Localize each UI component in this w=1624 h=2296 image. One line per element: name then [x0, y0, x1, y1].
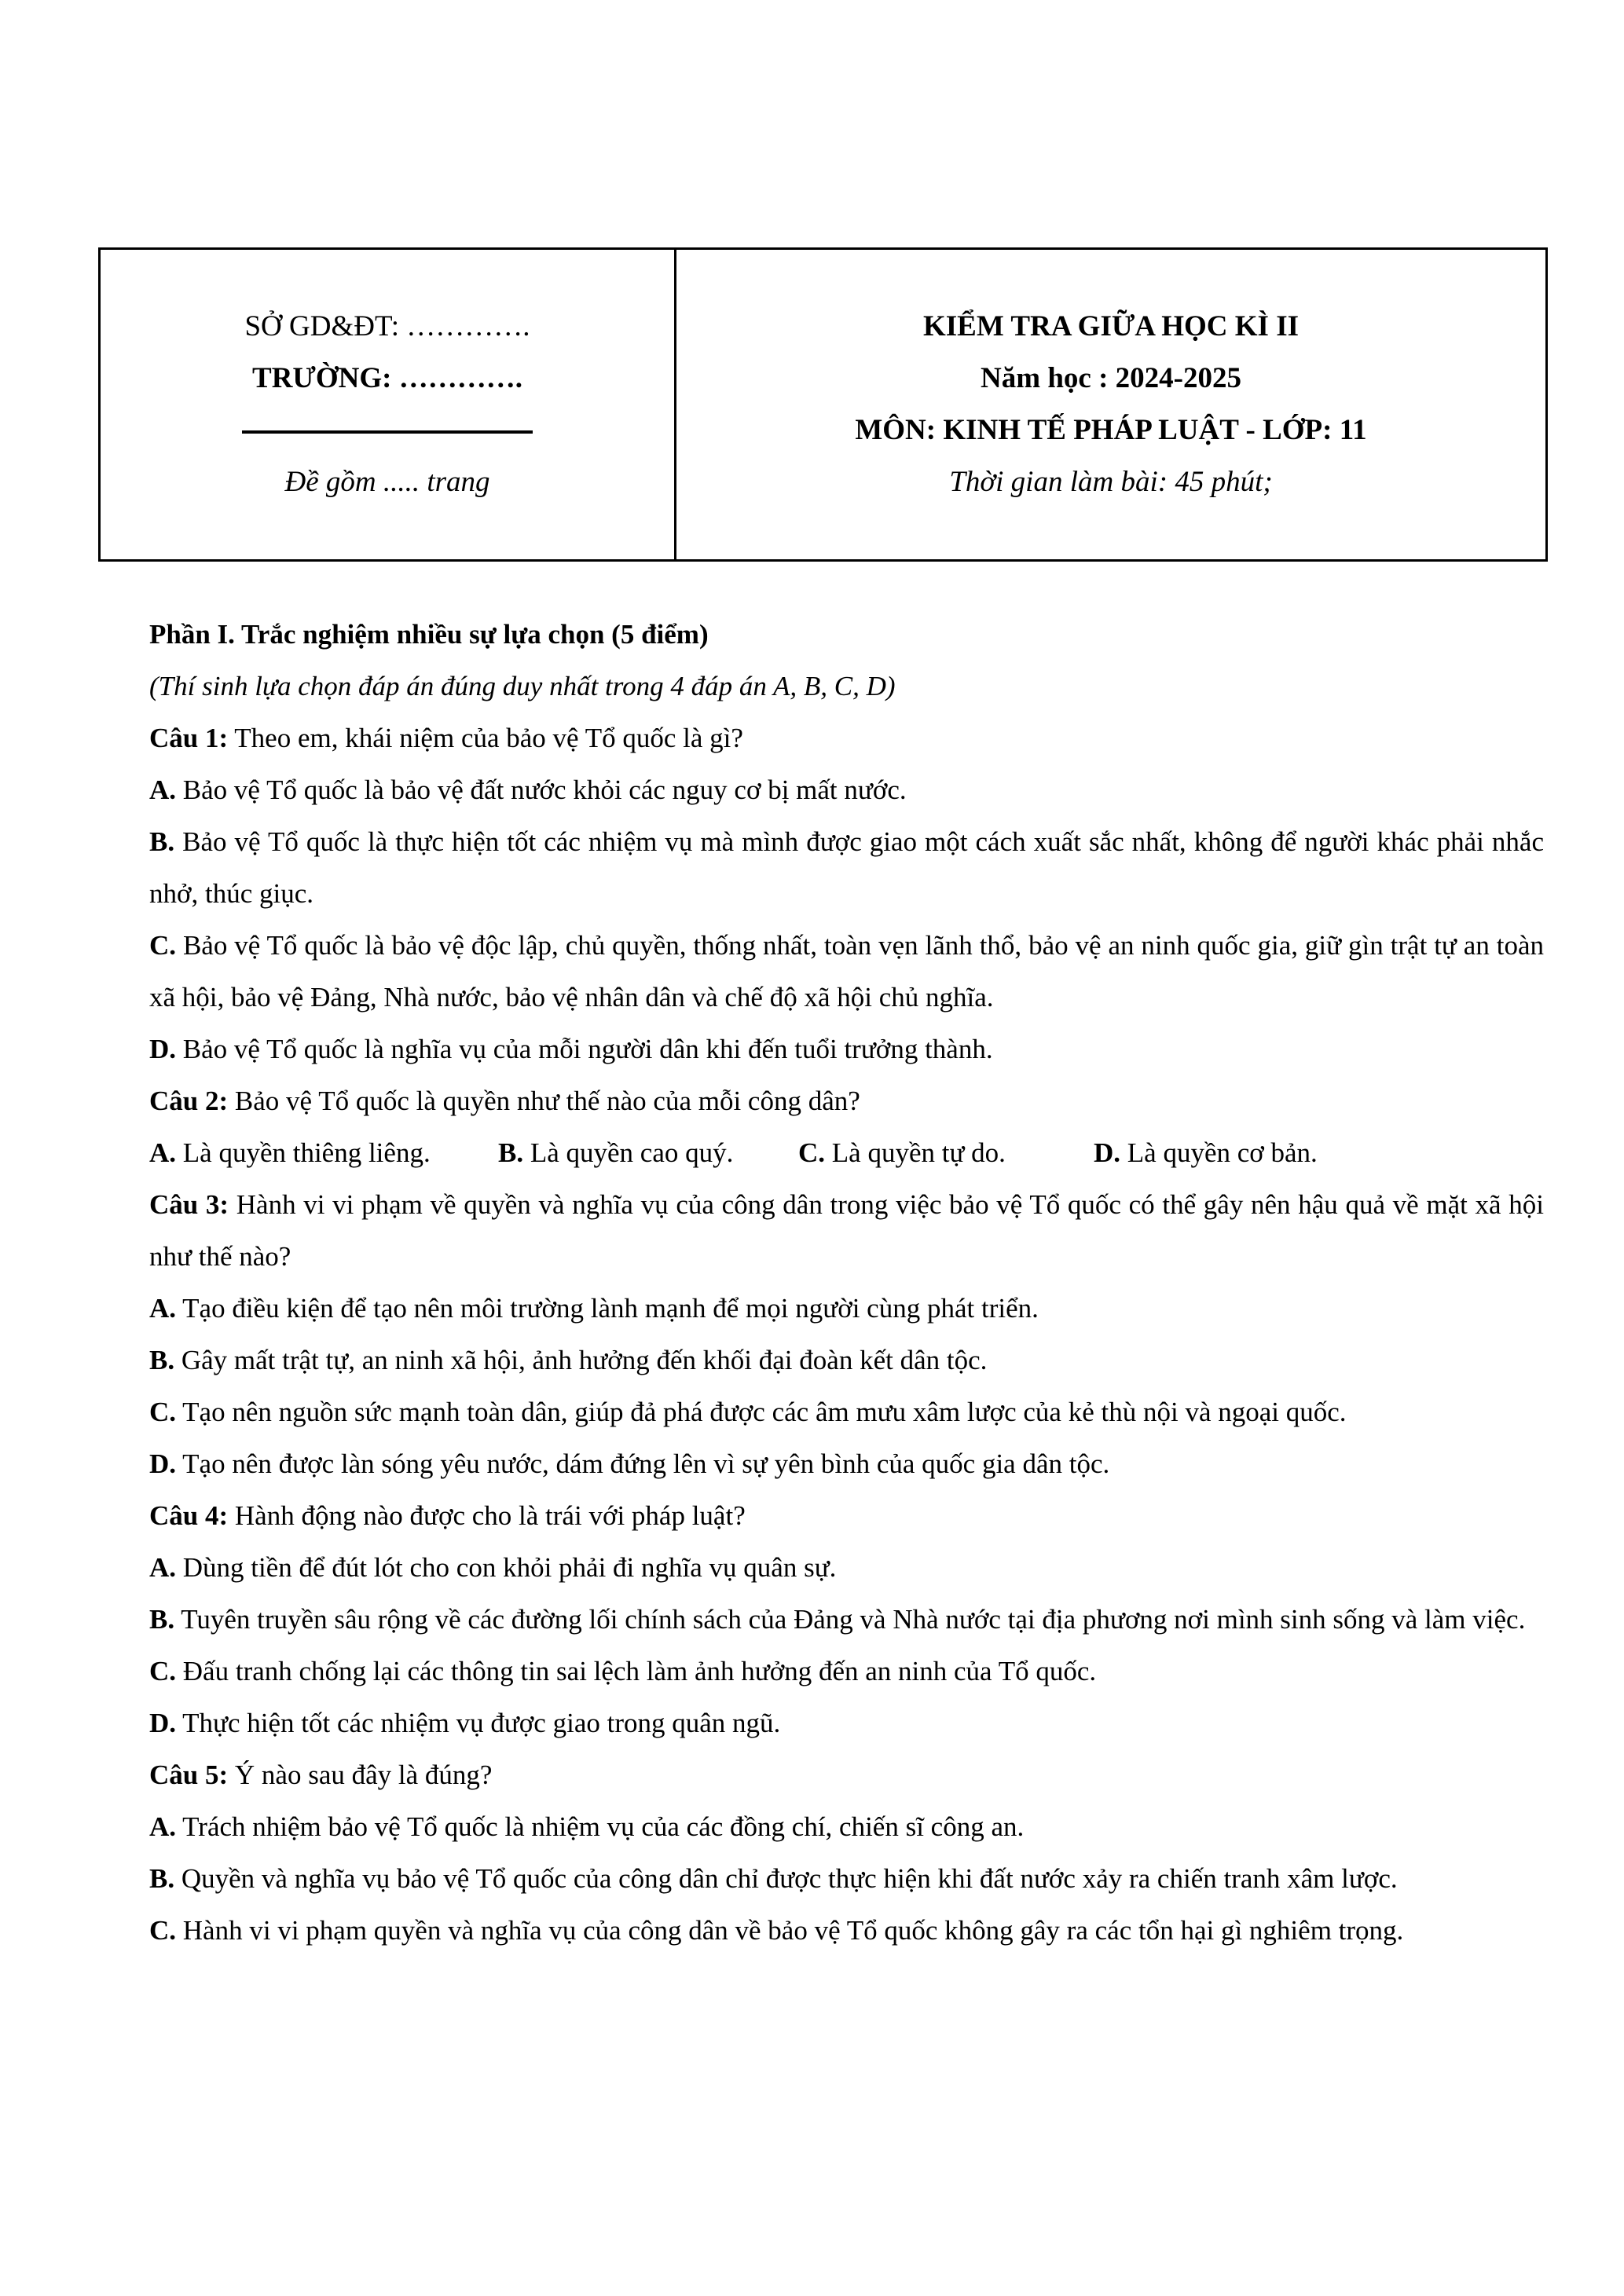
option-label: C. — [149, 930, 177, 961]
dept-line: SỞ GD&ĐT: …………. — [244, 310, 530, 342]
question-5-option-c — [149, 1905, 1544, 1957]
option-text: Quyền và nghĩa vụ bảo vệ Tổ quốc của công dân chỉ được thực hiện khi đất nước xảy ra chiến tranh xâm lược. — [181, 1863, 1398, 1894]
question-3-option-c — [149, 1386, 1544, 1438]
option-text: Là quyền cơ bản. — [1127, 1137, 1318, 1168]
option-label: A. — [149, 1811, 177, 1842]
question-4-option-d — [149, 1697, 1544, 1749]
option-text: Bảo vệ Tổ quốc là nghĩa vụ của mỗi người dân khi đến tuổi trưởng thành. — [182, 1034, 993, 1064]
question-5-option-b — [149, 1853, 1544, 1905]
question-1 — [149, 712, 1544, 764]
option-label: D. — [149, 1448, 177, 1479]
option-label: B. — [149, 1604, 175, 1635]
question-2-option-a — [149, 1127, 431, 1179]
school-line: TRƯỜNG: …………. — [252, 362, 522, 394]
option-label: C. — [149, 1915, 177, 1946]
option-label: D. — [1094, 1137, 1121, 1168]
option-label: A. — [149, 1552, 177, 1583]
option-text: Tuyên truyền sâu rộng về các đường lối chính sách của Đảng và Nhà nước tại địa phương nơi mình sinh sống và làm việc. — [181, 1604, 1526, 1635]
question-2-option-c — [798, 1127, 1006, 1179]
question-2-option-d — [1094, 1127, 1318, 1179]
question-4-label: Câu 4: — [149, 1500, 229, 1531]
option-text: Là quyền thiêng liêng. — [182, 1137, 431, 1168]
header-left-cell — [101, 250, 676, 559]
option-label: B. — [149, 1863, 175, 1894]
question-1-option-d — [149, 1023, 1544, 1075]
option-text: Hành vi vi phạm quyền và nghĩa vụ của công dân về bảo vệ Tổ quốc không gây ra các tổn hại gì nghiêm trọng. — [182, 1915, 1404, 1946]
option-text: Bảo vệ Tổ quốc là thực hiện tốt các nhiệm vụ mà mình được giao một cách xuất sắc nhất, không để người khác phải nhắc nhở, thúc giục. — [149, 826, 1544, 909]
question-5-label: Câu 5: — [149, 1760, 229, 1790]
option-text: Thực hiện tốt các nhiệm vụ được giao trong quân ngũ. — [182, 1708, 781, 1738]
option-text: Trách nhiệm bảo vệ Tổ quốc là nhiệm vụ của các đồng chí, chiến sĩ công an. — [182, 1811, 1025, 1842]
option-text: Dùng tiền để đút lót cho con khỏi phải đi nghĩa vụ quân sự. — [182, 1552, 837, 1583]
header-right-cell — [676, 250, 1545, 559]
question-5-text: Ý nào sau đây là đúng? — [234, 1760, 493, 1790]
question-2-label: Câu 2: — [149, 1086, 229, 1116]
option-label: A. — [149, 774, 177, 805]
option-text: Đấu tranh chống lại các thông tin sai lệch làm ảnh hưởng đến an ninh của Tổ quốc. — [182, 1656, 1097, 1686]
question-4-text: Hành động nào được cho là trái với pháp luật? — [234, 1500, 746, 1531]
option-text: Tạo nên được làn sóng yêu nước, dám đứng lên vì sự yên bình của quốc gia dân tộc. — [182, 1448, 1110, 1479]
question-4-option-a — [149, 1542, 1544, 1594]
section-note: (Thí sinh lựa chọn đáp án đúng duy nhất trong 4 đáp án A, B, C, D) — [149, 671, 896, 701]
question-5-option-a — [149, 1801, 1544, 1853]
option-label: C. — [798, 1137, 826, 1168]
question-4-option-c — [149, 1646, 1544, 1697]
option-label: B. — [498, 1137, 524, 1168]
question-2-text: Bảo vệ Tổ quốc là quyền như thế nào của mỗi công dân? — [234, 1086, 860, 1116]
question-3-option-b — [149, 1335, 1544, 1386]
question-1-text: Theo em, khái niệm của bảo vệ Tổ quốc là gì? — [234, 723, 743, 753]
subject-line: MÔN: KINH TẾ PHÁP LUẬT - LỚP: 11 — [855, 414, 1367, 446]
option-label: A. — [149, 1137, 177, 1168]
question-1-option-a — [149, 764, 1544, 816]
question-2-option-b — [498, 1127, 733, 1179]
exam-title: KIỂM TRA GIỮA HỌC KÌ II — [922, 310, 1299, 342]
question-1-label: Câu 1: — [149, 723, 229, 753]
question-4 — [149, 1490, 1544, 1542]
duration-line: Thời gian làm bài: 45 phút; — [949, 466, 1273, 498]
question-3-option-a — [149, 1283, 1544, 1335]
question-3 — [149, 1179, 1544, 1283]
option-label: C. — [149, 1397, 177, 1427]
option-text: Tạo điều kiện để tạo nên môi trường lành mạnh để mọi người cùng phát triển. — [182, 1293, 1039, 1324]
option-label: C. — [149, 1656, 177, 1686]
option-text: Là quyền tự do. — [831, 1137, 1006, 1168]
question-1-option-b — [149, 816, 1544, 920]
exam-content — [149, 609, 1544, 1957]
option-label: A. — [149, 1293, 177, 1324]
separator-line — [242, 405, 533, 456]
question-3-option-d — [149, 1438, 1544, 1490]
option-label: B. — [149, 1345, 175, 1375]
school-year: Năm học : 2024-2025 — [981, 362, 1241, 394]
question-2-options-row — [149, 1127, 1544, 1179]
question-3-text: Hành vi vi phạm về quyền và nghĩa vụ của công dân trong việc bảo vệ Tổ quốc có thể gây nên hậu quả về mặt xã hội như thế nào? — [149, 1189, 1544, 1272]
page-count-line: Đề gồm ..... trang — [284, 466, 490, 498]
option-text: Bảo vệ Tổ quốc là bảo vệ đất nước khỏi các nguy cơ bị mất nước. — [182, 774, 907, 805]
option-text: Là quyền cao quý. — [530, 1137, 734, 1168]
option-text: Tạo nên nguồn sức mạnh toàn dân, giúp đả phá được các âm mưu xâm lược của kẻ thù nội và ngoại quốc. — [182, 1397, 1347, 1427]
question-5 — [149, 1749, 1544, 1801]
option-label: D. — [149, 1708, 177, 1738]
question-1-option-c — [149, 920, 1544, 1023]
question-4-option-b — [149, 1594, 1544, 1646]
option-text: Bảo vệ Tổ quốc là bảo vệ độc lập, chủ quyền, thống nhất, toàn vẹn lãnh thổ, bảo vệ an ninh quốc gia, giữ gìn trật tự an toàn xã hội, bảo vệ Đảng, Nhà nước, bảo vệ nhân dân và chế độ xã hội chủ nghĩa. — [149, 930, 1545, 1013]
section-title: Phần I. Trắc nghiệm nhiều sự lựa chọn (5 điểm) — [149, 619, 709, 650]
option-label: D. — [149, 1034, 177, 1064]
question-3-label: Câu 3: — [149, 1189, 229, 1220]
option-label: B. — [149, 826, 175, 857]
header-box — [98, 247, 1548, 562]
option-text: Gây mất trật tự, an ninh xã hội, ảnh hưởng đến khối đại đoàn kết dân tộc. — [181, 1345, 988, 1375]
question-2 — [149, 1075, 1544, 1127]
